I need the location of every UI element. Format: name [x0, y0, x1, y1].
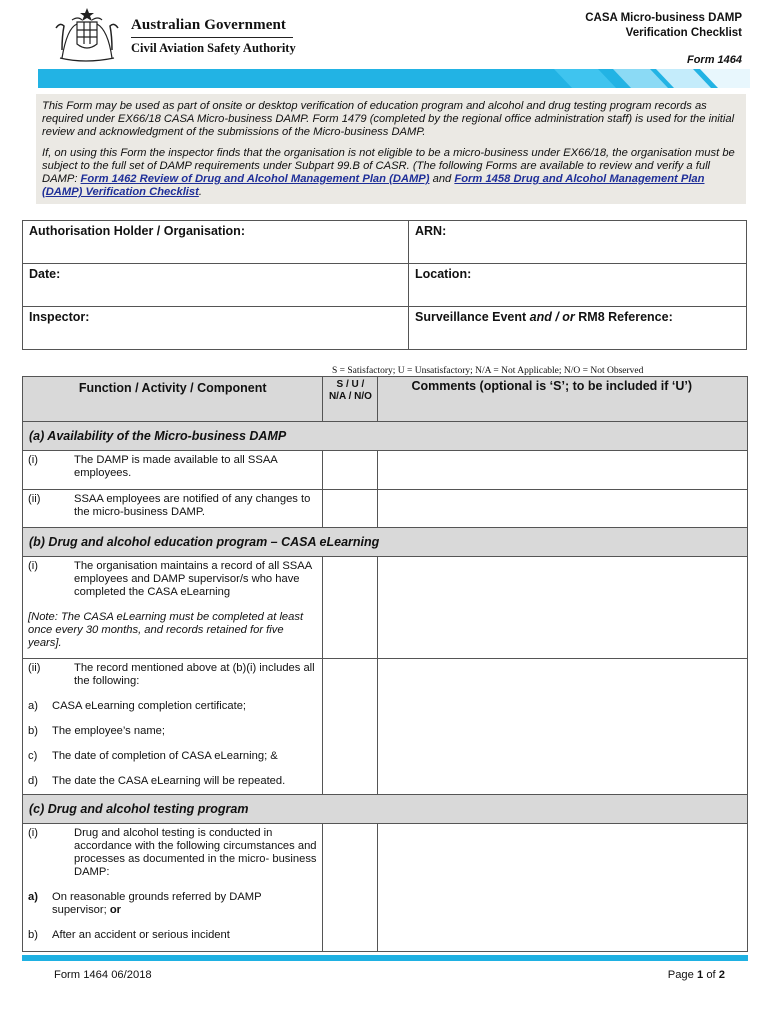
sub-item: [24, 725, 321, 738]
item-text: The organisation maintains a record of all SSAA employees and DAMP supervisor/s who have completed the CASA eLearning: [74, 560, 312, 598]
coat-of-arms-logo: [52, 8, 122, 66]
sub-item-text-main: On reasonable grounds referred by DAMP supervisor;: [52, 891, 262, 916]
sub-item-letter: b): [28, 929, 38, 941]
footer-form-date: Form 1464 06/2018: [54, 969, 152, 981]
sub-item: [24, 750, 321, 763]
comments-cell[interactable]: [378, 659, 748, 795]
sub-item-letter: a): [28, 891, 38, 903]
form-number: Form 1464: [686, 54, 742, 66]
section-a-heading: (a) Availability of the Micro-business DAMP: [23, 422, 748, 451]
intro-and: and: [429, 173, 455, 185]
surveillance-label-b: and / or: [529, 310, 575, 324]
elearning-note: [Note: The CASA eLearning must be completed at least once every 30 months, and records retained for five years].: [28, 611, 304, 649]
item-number: (ii): [28, 662, 41, 674]
table-row: [23, 490, 748, 528]
table-row: [23, 659, 748, 795]
item-b-i: [24, 560, 321, 599]
status-header-line2: N/A / N/O: [328, 391, 372, 402]
page-of: of: [703, 969, 719, 981]
status-legend: S = Satisfactory; U = Unsatisfactory; N/A = Not Applicable; N/O = Not Observed: [332, 366, 644, 376]
sub-item-letter: d): [28, 775, 38, 787]
section-row: [23, 528, 748, 557]
form-title-line2: Verification Checklist: [625, 27, 742, 39]
sub-item-letter: c): [28, 750, 38, 762]
auth-holder-field[interactable]: [23, 221, 409, 264]
status-cell[interactable]: [323, 824, 378, 952]
status-header-line1: S / U /: [336, 379, 365, 390]
intro-paragraph-2-start: If, on using this Form the inspector finds that the organisation is not eligible to be a micro-business under EX66/18, the organisation must be subject to the full set of DAMP requirements under Subpart 99.B of CASR. (The following Forms are available to review and verify a full DAMP:: [42, 147, 735, 185]
item-text: The record mentioned above at (b)(i) includes all the following:: [74, 662, 315, 687]
item-a-ii: [24, 493, 321, 519]
page-label: Page: [667, 969, 697, 981]
sub-item-text: The employee’s name;: [52, 725, 165, 737]
item-number: (ii): [28, 493, 41, 505]
sub-item-text: [52, 891, 317, 917]
status-cell[interactable]: [323, 451, 378, 490]
item-number: (i): [28, 827, 38, 839]
inspector-field[interactable]: [23, 307, 409, 350]
government-name: Australian Government: [131, 17, 287, 33]
surveillance-field[interactable]: [409, 307, 747, 350]
item-text: SSAA employees are notified of any changes to the micro-business DAMP.: [74, 493, 311, 518]
comments-cell[interactable]: [378, 490, 748, 528]
status-cell[interactable]: [323, 557, 378, 659]
sub-item-letter: b): [28, 725, 38, 737]
section-row: [23, 795, 748, 824]
sub-item-or: or: [109, 904, 122, 916]
sub-item: [24, 891, 321, 917]
section-row: [23, 422, 748, 451]
table-row: [23, 451, 748, 490]
item-cell: [23, 824, 323, 952]
location-field[interactable]: [409, 264, 747, 307]
sub-item-letter: a): [28, 700, 38, 712]
arn-label: ARN:: [415, 224, 447, 238]
sub-item: [24, 775, 321, 788]
page-number: [668, 969, 725, 981]
intro-box: [36, 94, 746, 204]
header-banner: [38, 69, 750, 88]
sub-item-text: After an accident or serious incident: [52, 929, 230, 941]
item-cell: [23, 557, 323, 659]
checklist-header-row: [23, 377, 748, 422]
item-text: Drug and alcohol testing is conducted in accordance with the following circumstances and processes as documented in the micro- business DAMP:: [74, 827, 317, 878]
page-total: 2: [718, 969, 725, 981]
item-cell: [23, 490, 323, 528]
section-c-heading: (c) Drug and alcohol testing program: [23, 795, 748, 824]
item-number: (i): [28, 454, 38, 466]
date-label: Date:: [29, 267, 61, 281]
sub-item-text: The date the CASA eLearning will be repeated.: [52, 775, 286, 787]
authority-name: Civil Aviation Safety Authority: [131, 41, 296, 55]
function-column-header: Function / Activity / Component: [23, 377, 323, 422]
item-number: (i): [28, 560, 38, 572]
item-a-i: [24, 454, 321, 480]
header-divider: [131, 37, 293, 38]
page-current: 1: [696, 969, 704, 981]
comments-cell[interactable]: [378, 824, 748, 952]
comments-column-header: Comments (optional is ‘S’; to be included if ‘U’): [378, 377, 748, 422]
date-field[interactable]: [23, 264, 409, 307]
sub-item-text: CASA eLearning completion certificate;: [52, 700, 247, 712]
surveillance-label-c: RM8 Reference:: [574, 310, 673, 324]
form-1458-link[interactable]: Form 1458 Drug and Alcohol Management Plan (DAMP) Verification Checklist: [42, 173, 705, 198]
footer-rule: [22, 955, 748, 961]
sub-item: [24, 929, 321, 942]
section-b-heading: (b) Drug and alcohol education program – CASA eLearning: [23, 528, 748, 557]
intro-paragraph-1: This Form may be used as part of onsite or desktop verification of education program and alcohol and drug testing program records as required under EX66/18 CASA Micro-business DAMP. Form 1479 (completed by the regional office administration staff) is used for the initial review and acknowledgment of the submissions of the Micro-business DAMP.: [42, 100, 735, 138]
comments-cell[interactable]: [378, 557, 748, 659]
form-1462-link[interactable]: Form 1462 Review of Drug and Alcohol Management Plan (DAMP): [80, 173, 430, 185]
status-cell[interactable]: [323, 659, 378, 795]
comments-cell[interactable]: [378, 451, 748, 490]
inspector-label: Inspector:: [29, 310, 90, 324]
item-cell: [23, 659, 323, 795]
arn-field[interactable]: [409, 221, 747, 264]
table-row: [23, 824, 748, 952]
sub-item-text: The date of completion of CASA eLearning; &: [52, 750, 278, 762]
surveillance-label: [415, 310, 673, 324]
status-cell[interactable]: [323, 490, 378, 528]
form-title-line1: CASA Micro-business DAMP: [585, 12, 742, 24]
item-cell: [23, 451, 323, 490]
intro-paragraph-2-end: .: [198, 186, 202, 198]
sub-item: [24, 700, 321, 713]
auth-holder-label: Authorisation Holder / Organisation:: [29, 224, 245, 238]
details-table: [22, 220, 747, 350]
surveillance-label-a: Surveillance Event: [415, 310, 530, 324]
item-text: The DAMP is made available to all SSAA employees.: [74, 454, 278, 479]
item-b-ii: [24, 662, 321, 688]
status-column-header: [323, 377, 378, 422]
location-label: Location:: [415, 267, 472, 281]
item-c-i: [24, 827, 321, 879]
checklist-table: [22, 376, 748, 952]
intro-paragraph-2: [42, 147, 740, 199]
table-row: [23, 557, 748, 659]
